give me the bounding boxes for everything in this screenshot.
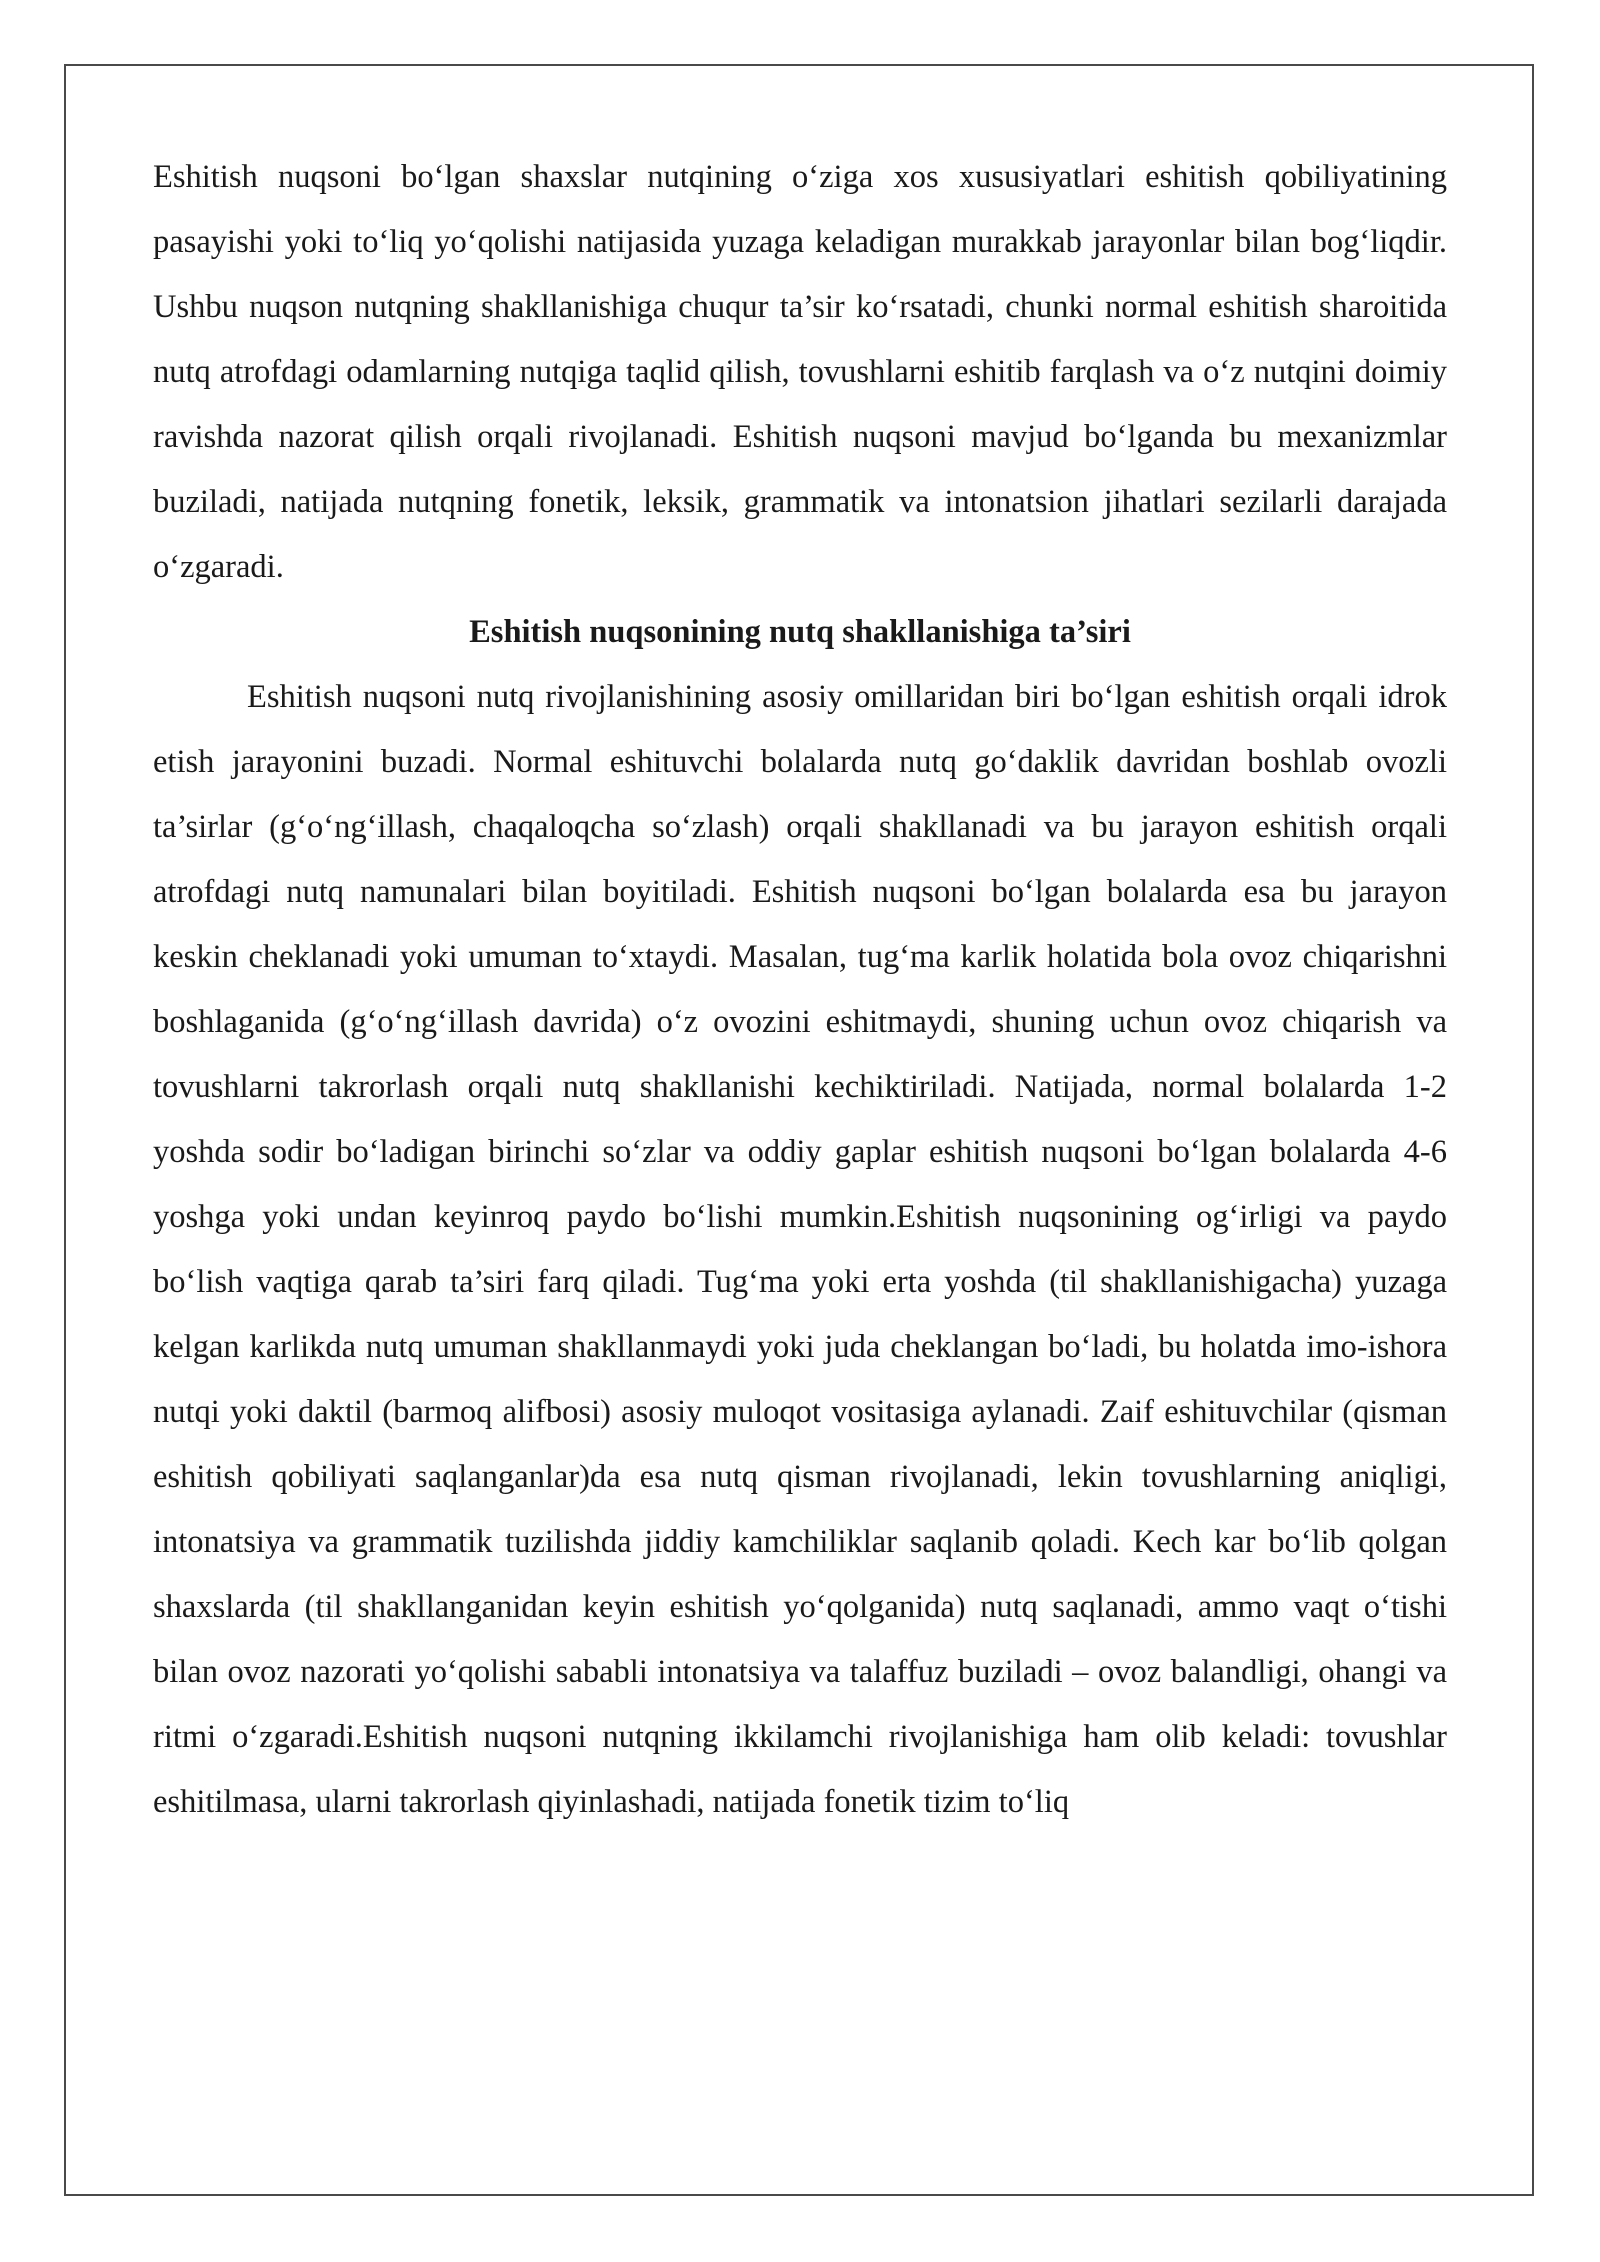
section-heading: Eshitish nuqsonining nutq shakllanishiga ta’siri	[469, 614, 1131, 650]
section-paragraph: Eshitish nuqsoni nutq rivojlanishining asosiy omillaridan biri bo‘lgan eshitish orqali idrok etish jarayonini buzadi. Normal eshituvchi bolalarda nutq go‘daklik davridan boshlab ovozli ta’sirlar (g‘o‘ng‘illash, chaqaloqcha so‘zlash) orqali shakllanadi va bu jarayon eshitish orqali atrofdagi nutq namunalari bilan boyitiladi. Eshitish nuqsoni bo‘lgan bolalarda esa bu jarayon keskin cheklanadi yoki umuman to‘xtaydi. Masalan, tug‘ma karlik holatida bola ovoz chiqarishni boshlaganida (g‘o‘ng‘illash davrida) o‘z ovozini eshitmaydi, shuning uchun ovoz chiqarish va tovushlarni takrorlash orqali nutq shakllanishi kechiktiriladi. Natijada, normal bolalarda 1-2 yoshda sodir bo‘ladigan birinchi so‘zlar va oddiy gaplar eshitish nuqsoni bo‘lgan bolalarda 4-6 yoshga yoki undan keyinroq paydo bo‘lishi mumkin.Eshitish nuqsonining og‘irligi va paydo bo‘lish vaqtiga qarab ta’siri farq qiladi. Tug‘ma yoki erta yoshda (til shakllanishigacha) yuzaga kelgan karlikda nutq umuman shakllanmaydi yoki juda cheklangan bo‘ladi, bu holatda imo-ishora nutqi yoki daktil (barmoq alifbosi) asosiy muloqot vositasiga aylanadi. Zaif eshituvchilar (qisman eshitish qobiliyati saqlanganlar)da esa nutq qisman rivojlanadi, lekin tovushlarning aniqligi, intonatsiya va grammatik tuzilishda jiddiy kamchiliklar saqlanib qoladi. Kech kar bo‘lib qolgan shaxslarda (til shakllanganidan keyin eshitish yo‘qolganida) nutq saqlanadi, ammo vaqt o‘tishi bilan ovoz nazorati yo‘qolishi sababli intonatsiya va talaffuz buziladi – ovoz balandligi, ohangi va ritmi o‘zgaradi.Eshitish nuqsoni nutqning ikkilamchi rivojlanishiga ham olib keladi: tovushlar eshitilmasa, ularni takrorlash qiyinlashadi, natijada fonetik tizim to‘liq	[153, 679, 1447, 1820]
document-body	[153, 145, 1447, 1835]
intro-paragraph: Eshitish nuqsoni bo‘lgan shaxslar nutqining o‘ziga xos xususiyatlari eshitish qobiliyatining pasayishi yoki to‘liq yo‘qolishi natijasida yuzaga keladigan murakkab jarayonlar bilan bog‘liqdir. Ushbu nuqson nutqning shakllanishiga chuqur ta’sir ko‘rsatadi, chunki normal eshitish sharoitida nutq atrofdagi odamlarning nutqiga taqlid qilish, tovushlarni eshitib farqlash va o‘z nutqini doimiy ravishda nazorat qilish orqali rivojlanadi. Eshitish nuqsoni mavjud bo‘lganda bu mexanizmlar buziladi, natijada nutqning fonetik, leksik, grammatik va intonatsion jihatlari sezilarli darajada o‘zgaradi.	[153, 159, 1447, 585]
